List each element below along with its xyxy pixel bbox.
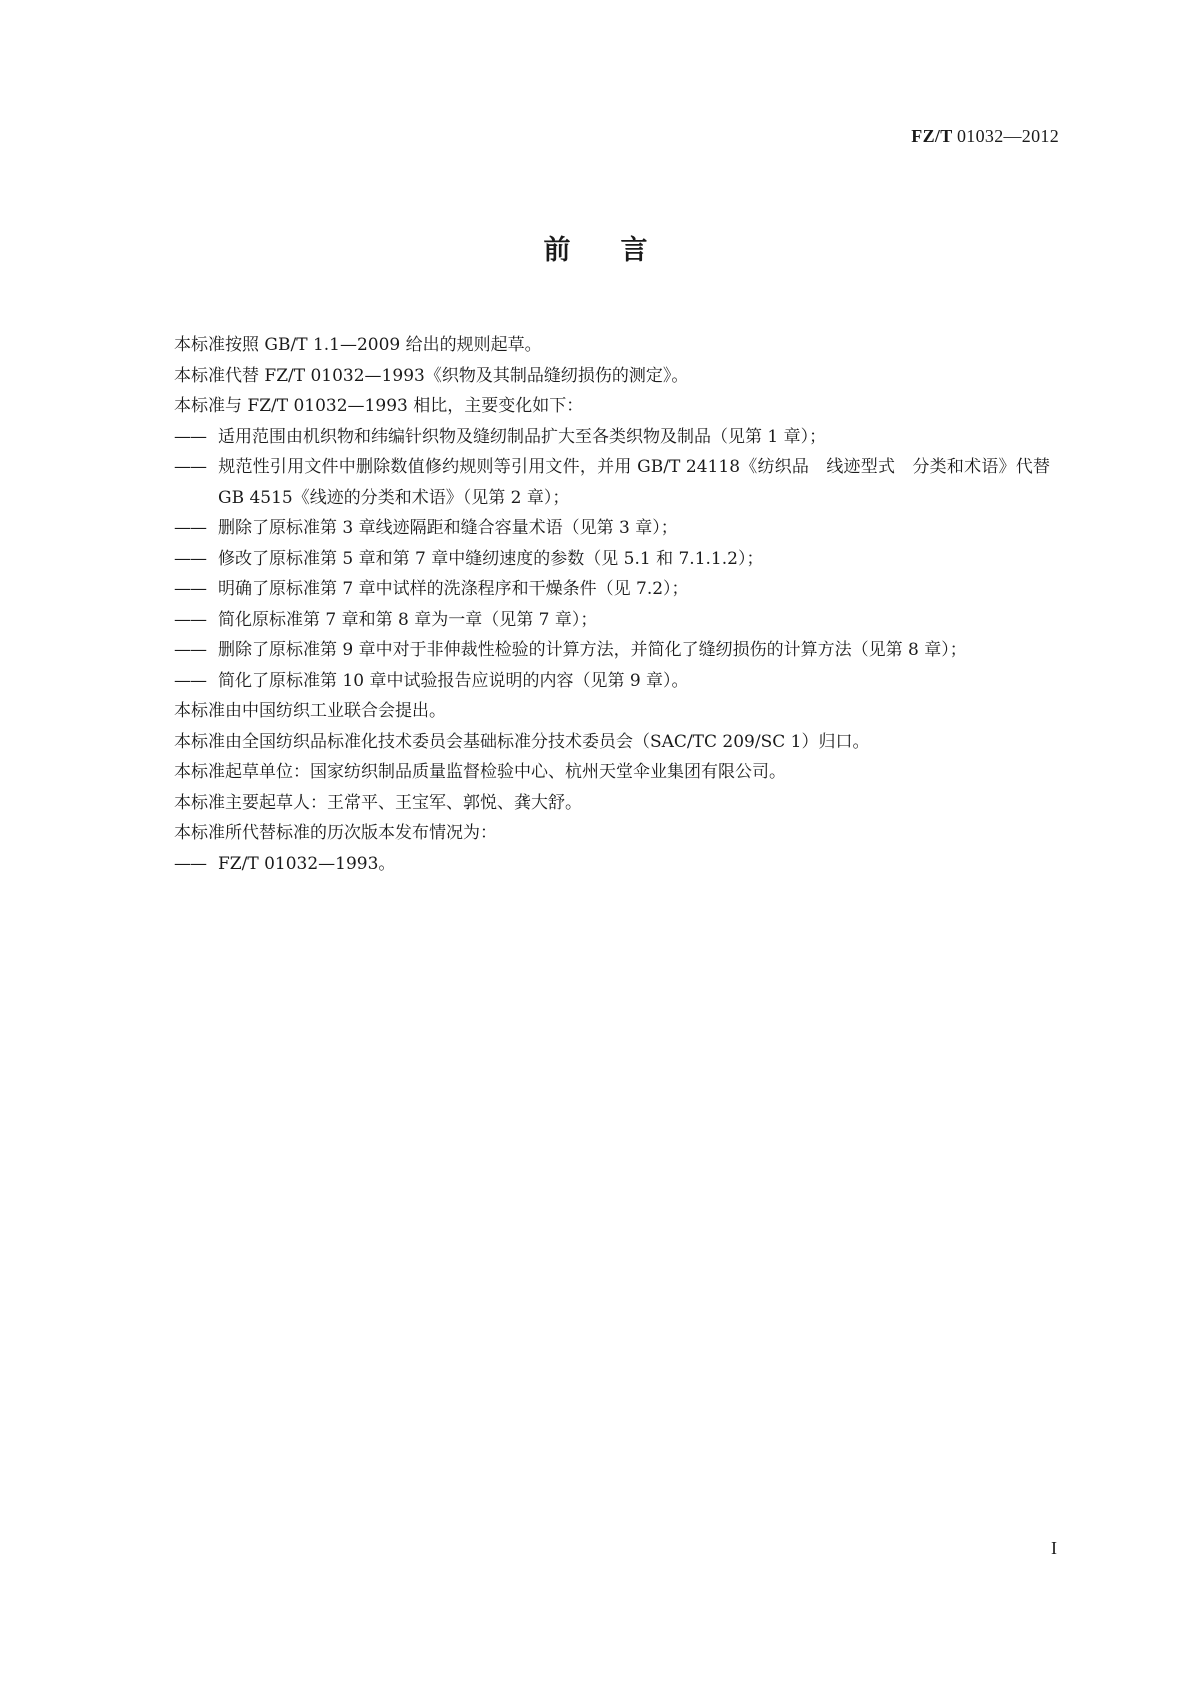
foreword-body (174, 330, 1050, 879)
page-title: 前言 (543, 235, 698, 266)
list-item (174, 452, 1050, 513)
list-item (174, 635, 1050, 666)
paragraph: 本标准按照 GB/T 1.1—2009 给出的规则起草。 (174, 335, 542, 355)
paragraph: 本标准与 FZ/T 01032—1993 相比，主要变化如下： (174, 396, 584, 416)
dash-marker: —— (174, 518, 206, 538)
paragraph: 本标准起草单位：国家纺织制品质量监督检验中心、杭州天堂伞业集团有限公司。 (174, 762, 786, 782)
list-item-text: 简化了原标准第 10 章中试验报告应说明的内容（见第 9 章）。 (218, 670, 689, 691)
history-item (174, 849, 1050, 880)
paragraph: 本标准主要起草人：王常平、王宝军、郭悦、龚大舒。 (174, 792, 582, 813)
list-item (174, 574, 1050, 605)
dash-marker: —— (174, 457, 206, 477)
list-item-text: 明确了原标准第 7 章中试样的洗涤程序和干燥条件（见 7.2）； (218, 579, 689, 599)
dash-marker: —— (174, 670, 206, 691)
list-item-text: 删除了原标准第 9 章中对于非伸裁性检验的计算方法，并简化了缝纫损伤的计算方法（见第 8 章）； (218, 640, 967, 660)
list-item-text: 简化原标准第 7 章和第 8 章为一章（见第 7 章）； (218, 609, 598, 630)
list-item (174, 605, 1050, 636)
dash-marker: —— (174, 609, 206, 630)
list-item-text: 规范性引用文件中删除数值修约规则等引用文件，并用 GB/T 24118《纺织品 线迹型式 分类和术语》代替 GB 4515《线迹的分类和术语》（见第 2 章）； (218, 457, 1050, 508)
list-item (174, 513, 1050, 544)
document-code (911, 126, 1059, 147)
document-code-number: 01032—2012 (957, 126, 1059, 146)
dash-marker: —— (174, 853, 206, 874)
document-code-prefix: FZ/T (911, 126, 953, 146)
dash-marker: —— (174, 640, 206, 660)
paragraph: 本标准代替 FZ/T 01032—1993《织物及其制品缝纫损伤的测定》。 (174, 365, 689, 386)
list-item (174, 544, 1050, 575)
list-item (174, 666, 1050, 697)
page-number: I (1051, 1538, 1057, 1558)
dash-marker: —— (174, 548, 206, 569)
paragraph: 本标准所代替标准的历次版本发布情况为： (174, 823, 497, 843)
paragraph: 本标准由全国纺织品标准化技术委员会基础标准分技术委员会（SAC/TC 209/SC 1）归口。 (174, 731, 870, 752)
list-item-text: 适用范围由机织物和纬编针织物及缝纫制品扩大至各类织物及制品（见第 1 章）； (218, 426, 827, 447)
list-item-text: 修改了原标准第 5 章和第 7 章中缝纫速度的参数（见 5.1 和 7.1.1.2）； (218, 548, 764, 569)
list-item-text: 删除了原标准第 3 章线迹隔距和缝合容量术语（见第 3 章）； (218, 518, 678, 538)
dash-marker: —— (174, 426, 206, 447)
dash-marker: —— (174, 579, 206, 599)
paragraph: 本标准由中国纺织工业联合会提出。 (174, 701, 446, 721)
list-item (174, 422, 1050, 453)
history-item-text: FZ/T 01032—1993。 (218, 853, 396, 874)
